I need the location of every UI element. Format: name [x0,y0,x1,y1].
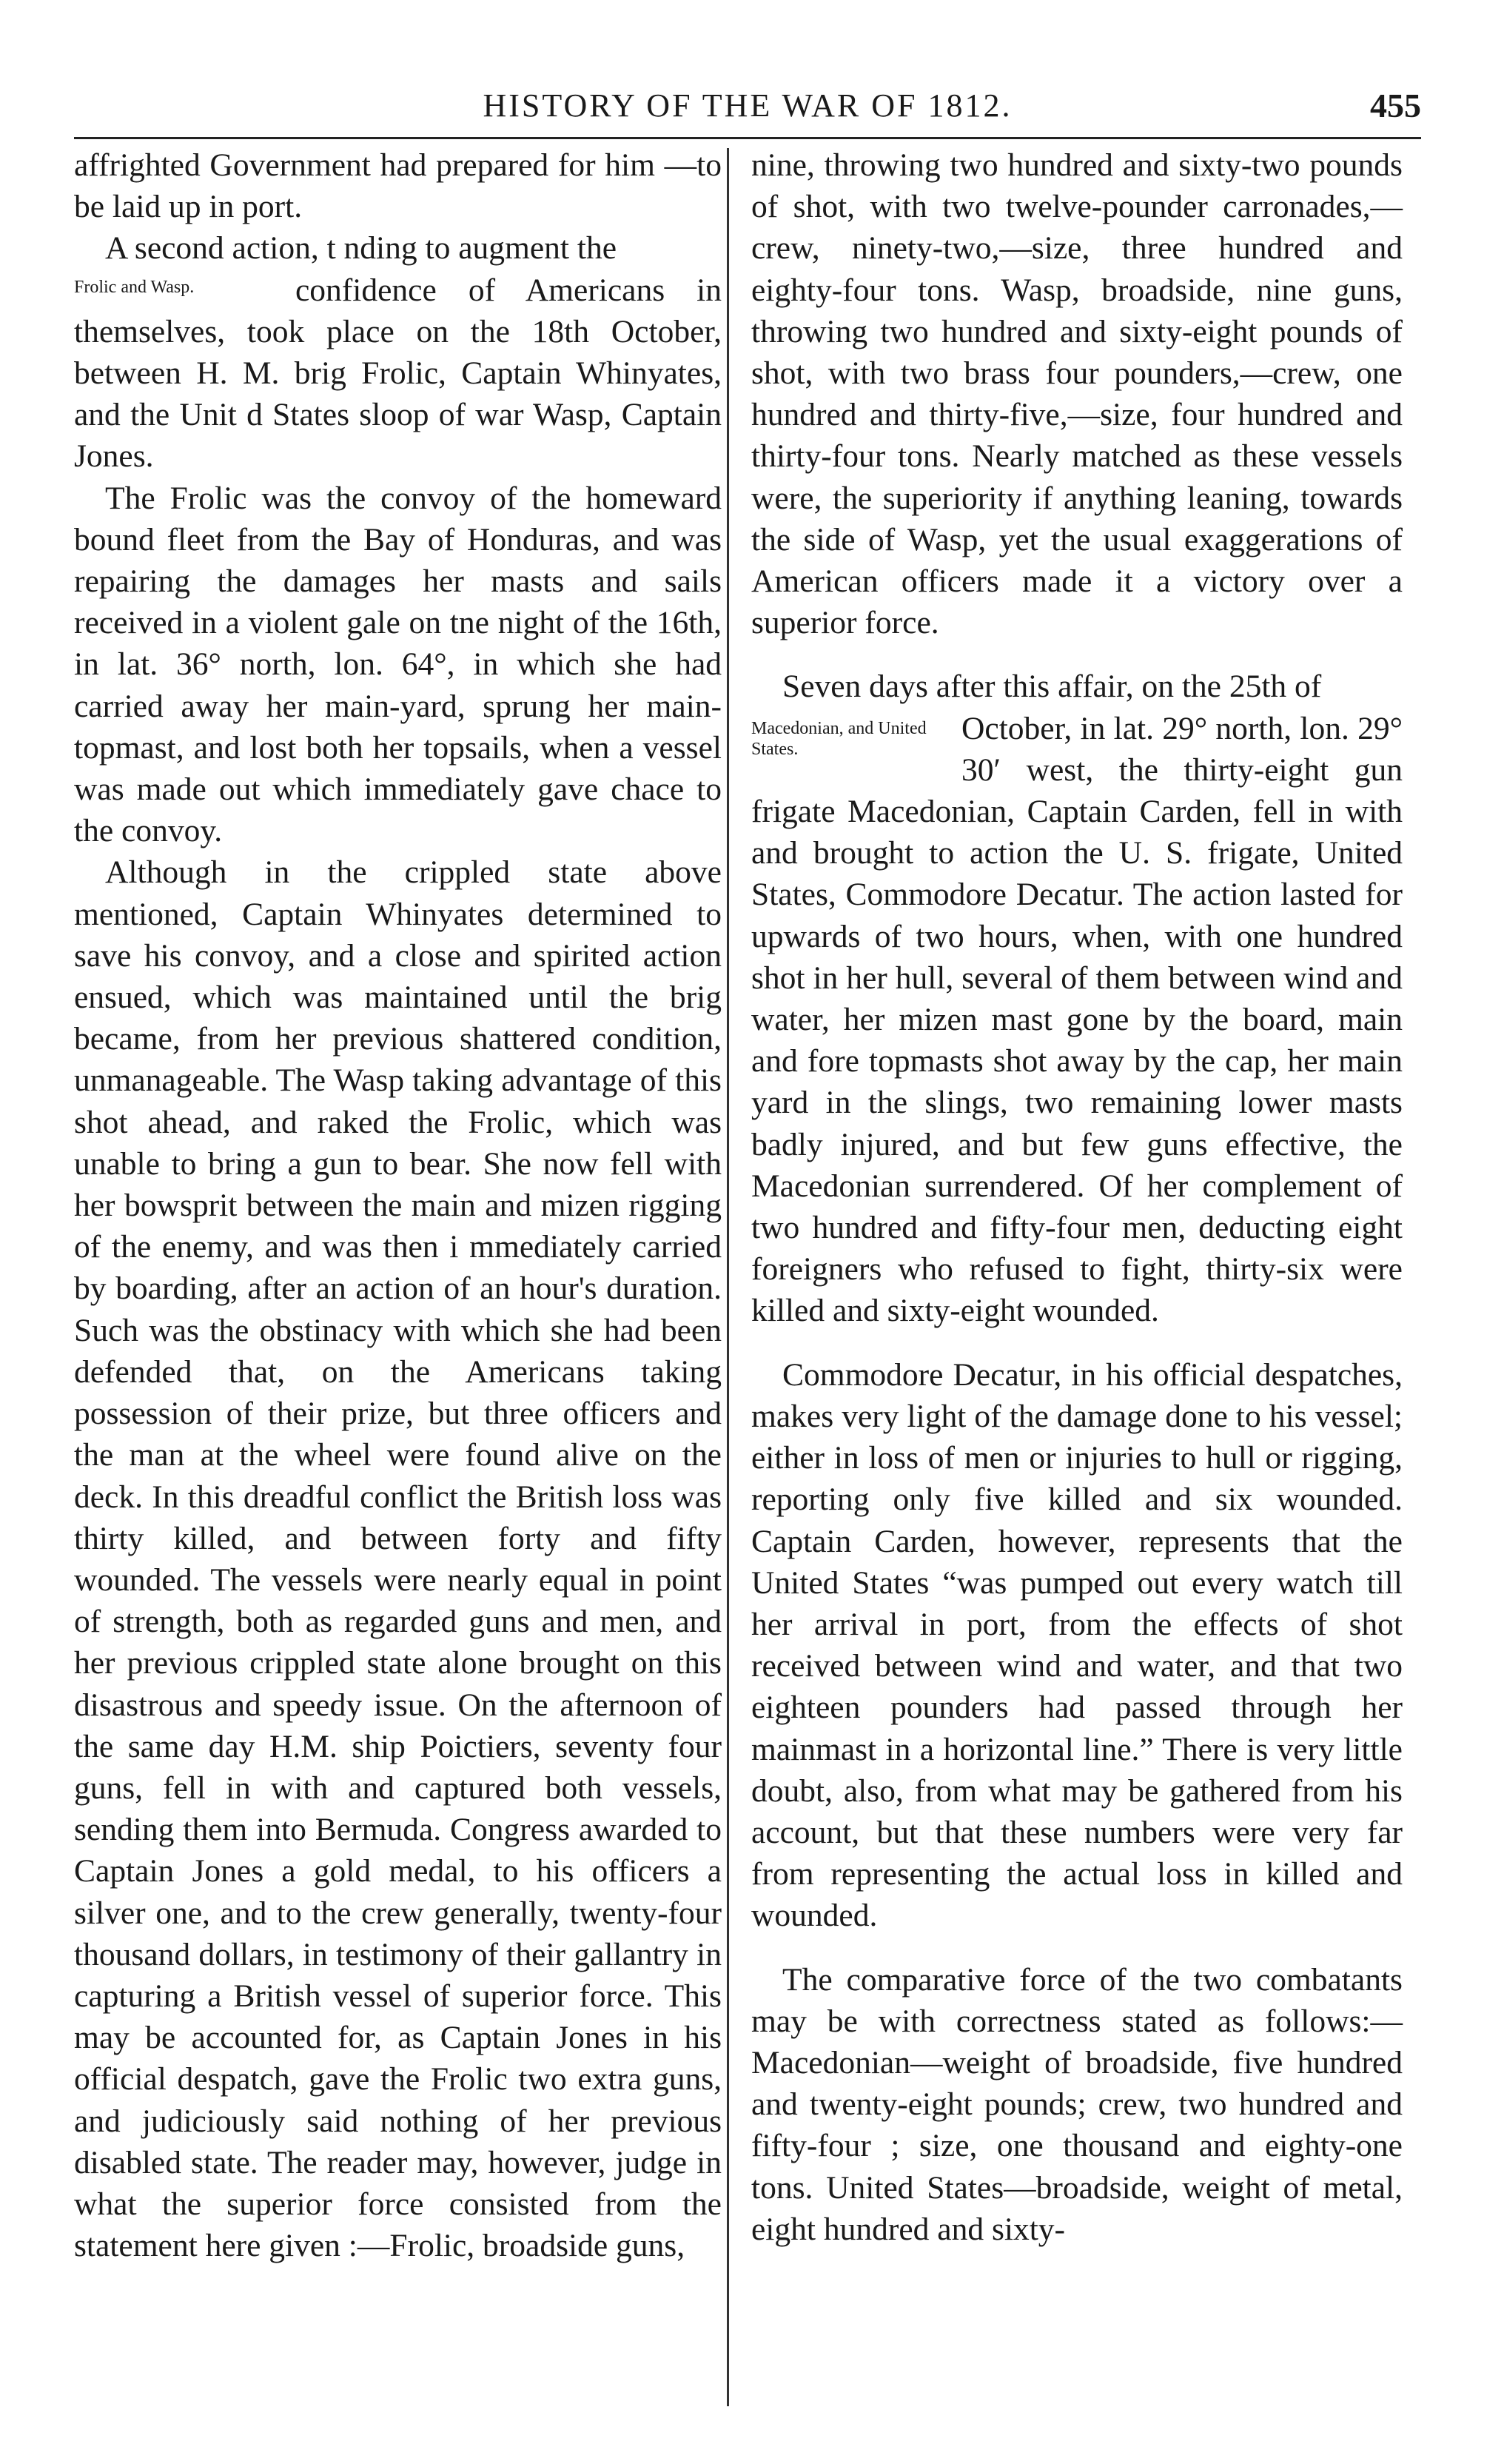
column-divider [727,148,729,2406]
page-number: 455 [1370,87,1421,124]
paragraph: Although in the crippled state above mentioned, Captain Whinyates determined to save his convoy, and a close and spirited action ensued, which was maintained until the brig became, from her previous shattered condition, unmanageable. The Wasp taking advantage of this shot ahead, and raked the Frolic, which was unable to bring a gun to bear. She now fell with her bowsprit between the main and mizen rigging of the enemy, and was then i mmediately carried by boarding, after an action of an hour's duration. Such was the obstinacy with which she had been defended that, on the Americans taking possession of their prize, but three officers and the man at the wheel were found alive on the deck. In this dreadful conflict the British loss was thirty killed, and between forty and fifty wounded. The vessels were nearly equal in point of strength, both as regarded guns and men, and her previous crippled state alone brought on this disastrous and speedy issue. On the afternoon of the same day H.M. ship Poictiers, seventy four guns, fell in with and captured both vessels, sending them into Bermuda. Congress awarded to Captain Jones a gold medal, to his officers a silver one, and to the crew generally, twenty-four thousand dollars, in testimony of their gallantry in capturing a British vessel of superior force. This may be accounted for, as Captain Jones in his official despatch, gave the Frolic two extra guns, and judiciously said nothing of her previous disabled state. The reader may, however, judge in what the superior force consisted from the statement here given :—Frolic, broadside guns, [74,854,722,2264]
paragraph: nine, throwing two hundred and sixty-two pounds of shot, with two twelve-pounder carronades,—crew, ninety-two,—size, three hundred and eighty-four tons. Wasp, broadside, nine guns, throwing two hundred and sixty-eight pounds of shot, with two brass four pounders,—crew, one hundred and thirty-five,—size, four hundred and thirty-four tons. Nearly matched as these vessels were, the superiority if anything leaning, towards the side of Wasp, yet the usual exaggerations of American officers made it a victory over a superior force. [751,147,1403,641]
paragraph: The comparative force of the two combatants may be with correctness stated as follows:—Macedonian—weight of broadside, five hundred and twenty-eight pounds; crew, two hundred and fifty-four ; size, one thousand and eighty-one tons. United States—broadside, weight of metal, eight hundred and sixty- [751,1961,1403,2247]
running-title: HISTORY OF THE WAR OF 1812. [483,87,1013,124]
right-column [751,144,1403,2250]
paragraph: Commodore Decatur, in his official despatches, makes very light of the damage done to his vessel; either in loss of men or injuries to hull or rigging, reporting only five killed and six wounded. Captain Carden, however, represents that the United States “was pumped out every watch till her arrival in port, from the effects of shot received between wind and water, and that two eighteen pounders had passed through her mainmast in a horizontal line.” There is very little doubt, also, from what may be gathered from his account, but that these numbers were very far from representing the actual loss in killed and wounded. [751,1356,1403,1934]
paragraph-body: October, in lat. 29° north, lon. 29° 30′ west, the thirty-eight gun frigate Macedonian, Captain Carden, fell in with and brought to action the U. S. frigate, United States, Commodore Decatur. The action lasted for upwards of two hours, when, with one hundred shot in her hull, several of them between wind and water, her mizen mast gone by the board, main and fore topmasts shot away by the cap, her main yard in the slings, two remaining lower masts badly injured, and but few guns effective, the Macedonian surrendered. Of her complement of two hundred and fifty-four men, deducting eight foreigners who refused to fight, thirty-six were killed and sixty-eight wounded. [751,710,1403,1329]
margin-note: Macedonian, and United States. [751,718,927,759]
paragraph-lead: Seven days after this affair, on the 25th of [782,669,1322,705]
left-column [74,144,722,2266]
paragraph-lead: A second action, t nding to augment the [105,230,617,267]
paragraph [74,227,722,477]
margin-note: Frolic and Wasp. [74,277,195,297]
header-rule [74,137,1421,139]
paragraph [751,666,1403,1331]
running-head [74,80,1421,132]
paragraph: affrighted Government had prepared for him —to be laid up in port. [74,147,722,225]
paragraph: The Frolic was the convoy of the homeward bound fleet from the Bay of Honduras, and was repairing the damages her masts and sails received in a violent gale on tne night of the 16th, in lat. 36° north, lon. 64°, in which she had carried away her main-yard, sprung her main-topmast, and lost both her topsails, when a vessel was made out which immediately gave chace to the convoy. [74,480,722,849]
paragraph-body: confidence of Americans in themselves, took place on the 18th October, between H. M. brig Frolic, Captain Whinyates, and the Unit d States sloop of war Wasp, Captain Jones. [74,272,722,475]
